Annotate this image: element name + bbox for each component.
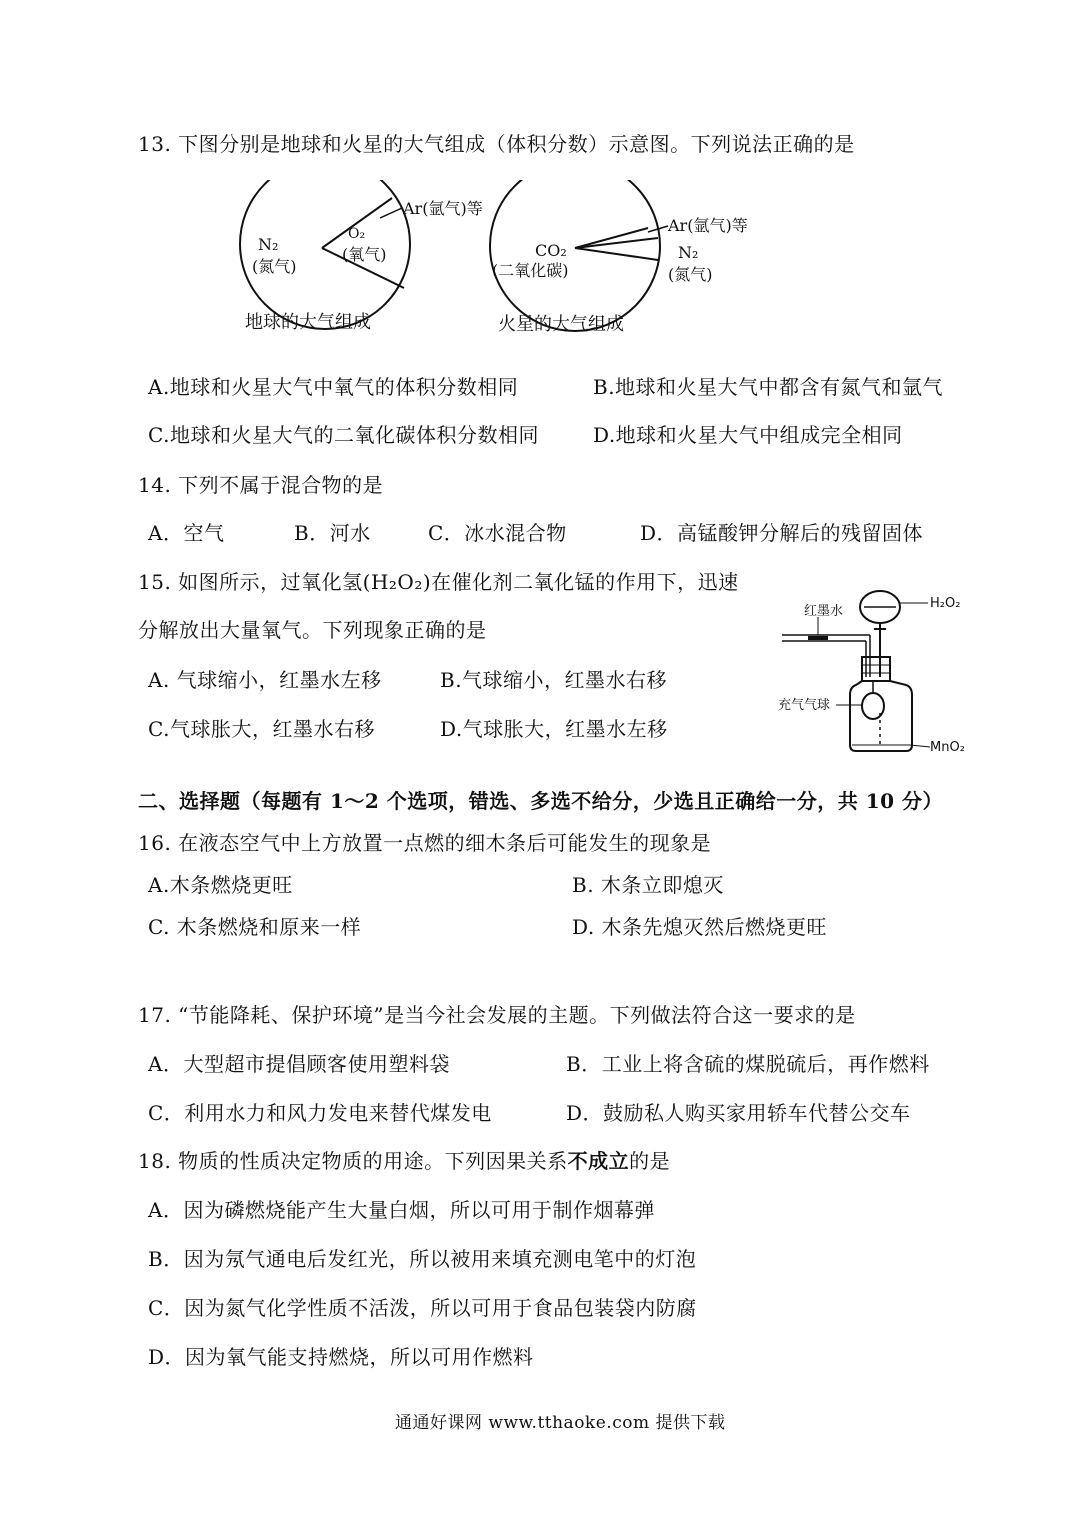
mars-n2-name: (氮气) xyxy=(668,265,713,284)
q16-option-d: D. 木条先熄灭然后燃烧更旺 xyxy=(572,915,828,939)
earth-n2-name: (氮气) xyxy=(252,257,297,276)
q14-option-a: A．空气 xyxy=(148,521,225,545)
earth-caption: 地球的大气组成 xyxy=(245,312,371,333)
q16-option-c: C. 木条燃烧和原来一样 xyxy=(148,915,362,939)
q18-option-b: B．因为氖气通电后发红光，所以被用来填充测电笔中的灯泡 xyxy=(148,1247,697,1271)
q18-stem-post: 的是 xyxy=(629,1149,671,1173)
earth-ar-label: Ar(氩气)等 xyxy=(403,199,483,218)
q16-stem: 16. 在液态空气中上方放置一点燃的细木条后可能发生的现象是 xyxy=(138,831,712,855)
page-footer: 通通好课网 www.tthaoke.com 提供下载 xyxy=(395,1413,726,1433)
q15-option-a: A. 气球缩小，红墨水左移 xyxy=(148,668,382,692)
q18-option-c: C．因为氮气化学性质不活泼，所以可用于食品包装袋内防腐 xyxy=(148,1296,697,1320)
q15-balloon-label: 充气气球 xyxy=(778,698,831,713)
q15-apparatus-figure xyxy=(770,585,970,760)
q17-stem: 17. “节能降耗、保护环境”是当今社会发展的主题。下列做法符合这一要求的是 xyxy=(138,1003,856,1027)
q15-option-d: D.气球胀大，红墨水左移 xyxy=(440,717,668,741)
mars-ar-label: Ar(氩气)等 xyxy=(668,216,748,235)
q16-option-b: B. 木条立即熄灭 xyxy=(572,873,724,897)
q18-stem-pre: 18. 物质的性质决定物质的用途。下列因果关系 xyxy=(138,1149,568,1173)
q15-mno2-label: MnO₂ xyxy=(930,740,965,755)
q15-stem-line2: 分解放出大量氧气。下列现象正确的是 xyxy=(138,618,487,642)
q14-stem: 14. 下列不属于混合物的是 xyxy=(138,473,384,497)
mars-caption: 火星的大气组成 xyxy=(498,314,624,335)
earth-atmosphere-diagram xyxy=(240,180,483,333)
q13-stem: 13. 下图分别是地球和火星的大气组成（体积分数）示意图。下列说法正确的是 xyxy=(138,132,855,156)
q15-option-c: C.气球胀大，红墨水右移 xyxy=(148,717,375,741)
q13-option-b: B.地球和火星大气中都含有氮气和氩气 xyxy=(593,375,944,399)
mars-co2-formula: CO₂ xyxy=(535,241,567,260)
mars-n2-formula: N₂ xyxy=(678,243,699,262)
q13-atmosphere-figure xyxy=(230,180,790,340)
earth-o2-formula: O₂ xyxy=(348,226,366,242)
q17-option-d: D．鼓励私人购买家用轿车代替公交车 xyxy=(566,1101,911,1125)
earth-n2-formula: N₂ xyxy=(258,235,279,254)
q18-stem-emphasis: 不成立 xyxy=(567,1149,630,1173)
section2-heading: 二、选择题（每题有 1～2 个选项，错选、多选不给分，少选且正确给一分，共 10 分） xyxy=(138,789,944,813)
q14-option-d: D．高锰酸钾分解后的残留固体 xyxy=(640,521,924,545)
q15-ink-label: 红墨水 xyxy=(804,604,844,619)
q15-option-b: B.气球缩小，红墨水右移 xyxy=(440,668,668,692)
q17-option-b: B．工业上将含硫的煤脱硫后，再作燃料 xyxy=(566,1052,930,1076)
q18-option-d: D．因为氧气能支持燃烧，所以可用作燃料 xyxy=(148,1345,534,1369)
q18-stem xyxy=(138,1148,670,1174)
q13-option-a: A.地球和火星大气中氧气的体积分数相同 xyxy=(148,375,519,399)
earth-o2-name: (氧气) xyxy=(342,245,387,264)
q17-option-a: A．大型超市提倡顾客使用塑料袋 xyxy=(148,1052,450,1076)
q15-h2o2-label: H₂O₂ xyxy=(930,596,961,611)
q17-option-c: C．利用水力和风力发电来替代煤发电 xyxy=(148,1101,492,1125)
mars-co2-name: (二氧化碳) xyxy=(492,261,569,280)
mars-atmosphere-diagram xyxy=(490,180,748,335)
q14-option-b: B．河水 xyxy=(294,521,371,545)
q14-option-c: C．冰水混合物 xyxy=(428,521,567,545)
q16-option-a: A.木条燃烧更旺 xyxy=(148,873,293,897)
q15-stem-line1: 15. 如图所示，过氧化氢(H₂O₂)在催化剂二氧化锰的作用下，迅速 xyxy=(138,570,739,594)
q13-option-c: C.地球和火星大气的二氧化碳体积分数相同 xyxy=(148,423,539,447)
q13-option-d: D.地球和火星大气中组成完全相同 xyxy=(593,423,903,447)
q18-option-a: A．因为磷燃烧能产生大量白烟，所以可用于制作烟幕弹 xyxy=(148,1198,655,1222)
